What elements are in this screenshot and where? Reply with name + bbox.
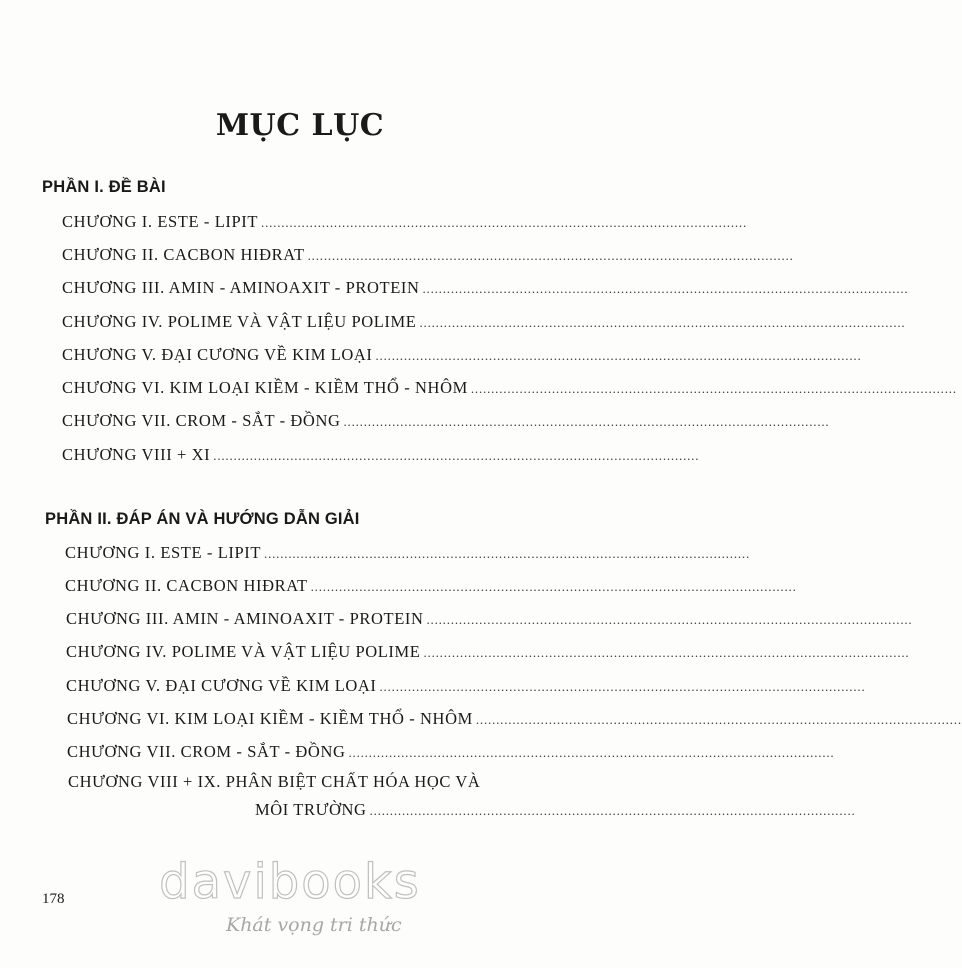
toc-entry[interactable] [66, 676, 866, 696]
toc-entry-label: CHƯƠNG VI. KIM LOẠI KIỀM - KIỀM THỔ - NHÔM [67, 709, 473, 728]
toc-entry-continuation-row [255, 800, 856, 820]
toc-entry[interactable] [66, 642, 910, 662]
leader-dots: ........................................................................................................................ [470, 381, 957, 396]
toc-entry[interactable] [62, 312, 906, 332]
toc-entry[interactable] [62, 212, 748, 232]
leader-dots: ........................................................................................................................ [310, 579, 797, 594]
leader-dots: ........................................................................................................................ [213, 448, 700, 463]
toc-entry-label: CHƯƠNG IV. POLIME VÀ VẬT LIỆU POLIME [66, 642, 421, 661]
toc-entry-label: CHƯƠNG VIII + XI [62, 445, 211, 464]
toc-entry[interactable] [67, 742, 835, 762]
toc-entry-label: CHƯƠNG I. ESTE - LIPIT [65, 543, 262, 562]
watermark-tagline: Khát vọng tri thức [226, 914, 402, 936]
watermark [140, 854, 440, 936]
leader-dots: ........................................................................................................................ [261, 215, 748, 230]
toc-entry-label: CHƯƠNG II. CACBON HIĐRAT [62, 245, 305, 264]
toc-entry[interactable] [67, 709, 962, 729]
toc-entry-label: CHƯƠNG VII. CROM - SẮT - ĐỒNG [67, 742, 346, 761]
leader-dots: ........................................................................................................................ [475, 712, 962, 727]
toc-entry[interactable] [68, 772, 856, 820]
leader-dots: ........................................................................................................................ [307, 248, 794, 263]
toc-entry-label: CHƯƠNG I. ESTE - LIPIT [62, 212, 259, 231]
leader-dots: ........................................................................................................................ [422, 281, 909, 296]
part-heading-1: PHẦN I. ĐỀ BÀI [42, 178, 166, 196]
toc-entry-label: CHƯƠNG VI. KIM LOẠI KIỀM - KIỀM THỔ - NHÔM [62, 378, 468, 397]
toc-entry[interactable] [62, 345, 862, 365]
toc-entry[interactable] [65, 576, 797, 596]
toc-entry[interactable] [65, 543, 751, 563]
toc-entry[interactable] [62, 245, 794, 265]
leader-dots: ........................................................................................................................ [264, 546, 751, 561]
toc-entry-label: CHƯƠNG VII. CROM - SẮT - ĐỒNG [62, 411, 341, 430]
toc-entry-continuation: MÔI TRƯỜNG [255, 800, 367, 819]
toc-entry-label: CHƯƠNG III. AMIN - AMINOAXIT - PROTEIN [62, 278, 420, 297]
leader-dots: ........................................................................................................................ [419, 315, 906, 330]
leader-dots: ........................................................................................................................ [426, 612, 913, 627]
toc-entry[interactable] [62, 378, 957, 398]
part-heading-2: PHẦN II. ĐÁP ÁN VÀ HƯỚNG DẪN GIẢI [45, 510, 360, 528]
leader-dots: ........................................................................................................................ [375, 348, 862, 363]
toc-entry-label: CHƯƠNG III. AMIN - AMINOAXIT - PROTEIN [66, 609, 424, 628]
leader-dots: ........................................................................................................................ [379, 679, 866, 694]
page-number: 178 [42, 891, 65, 907]
toc-entry-label: CHƯƠNG V. ĐẠI CƯƠNG VỀ KIM LOẠI [62, 345, 373, 364]
leader-dots: ........................................................................................................................ [348, 745, 835, 760]
watermark-brand: davibooks [159, 854, 421, 910]
toc-entry[interactable] [66, 609, 913, 629]
toc-entry[interactable] [62, 445, 700, 465]
toc-entry-label: CHƯƠNG IV. POLIME VÀ VẬT LIỆU POLIME [62, 312, 417, 331]
toc-entry-label: CHƯƠNG II. CACBON HIĐRAT [65, 576, 308, 595]
toc-entry[interactable] [62, 278, 909, 298]
toc-entry-label: CHƯƠNG VIII + IX. PHÂN BIỆT CHẤT HÓA HỌC VÀ [68, 772, 481, 791]
page-title: MỤC LỤC [215, 108, 385, 143]
leader-dots: ........................................................................................................................ [423, 645, 910, 660]
leader-dots: ........................................................................................................................ [343, 414, 830, 429]
toc-entry[interactable] [62, 411, 830, 431]
toc-entry-label: CHƯƠNG V. ĐẠI CƯƠNG VỀ KIM LOẠI [66, 676, 377, 695]
leader-dots: ........................................................................................................................ [369, 803, 856, 818]
